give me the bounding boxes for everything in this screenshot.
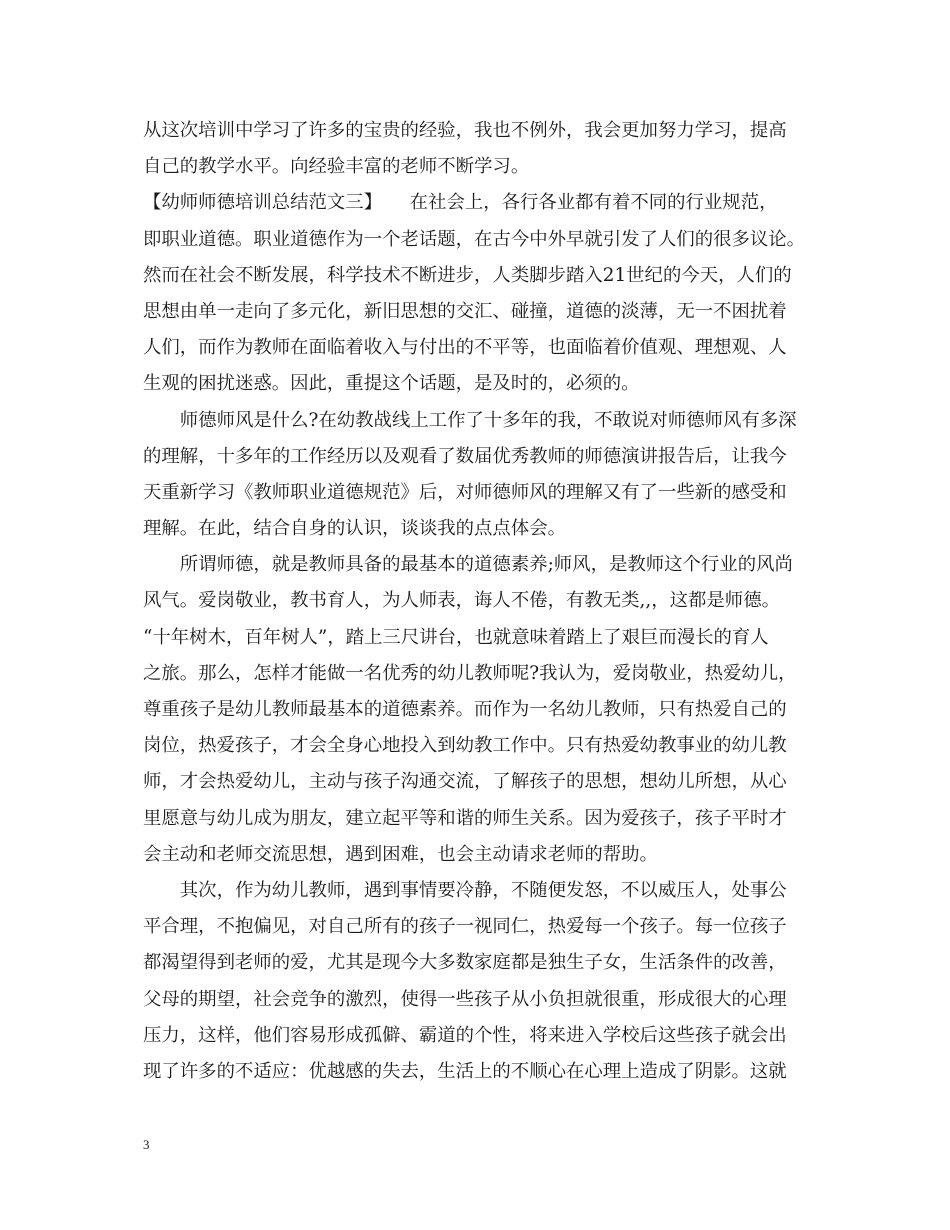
text-line: 风气。爱岗敬业，教书育人，为人师表，诲人不倦，有教无类,,，这都是师德。 — [143, 590, 780, 612]
text-line: 师，才会热爱幼儿，主动与孩子沟通交流，了解孩子的思想，想幼儿所想，从心 — [143, 771, 787, 793]
text-line: 都渴望得到老师的爱，尤其是现今大多数家庭都是独生子女，生活条件的改善， — [143, 952, 787, 974]
text-line: 父母的期望，社会竞争的激烈，使得一些孩子从小负担就很重，形成很大的心理 — [143, 988, 787, 1010]
text-line: 天重新学习《教师职业道德规范》后，对师德师风的理解又有了一些新的感受和 — [143, 481, 787, 503]
text-line: 里愿意与幼儿成为朋友，建立起平等和谐的师生关系。因为爱孩子，孩子平时才 — [143, 807, 787, 829]
text-line: 理解。在此，结合自身的认识，谈谈我的点点体会。 — [143, 518, 566, 540]
text-line: 的理解，十多年的工作经历以及观看了数届优秀教师的师德演讲报告后，让我今 — [143, 445, 787, 467]
text-line: 师德师风是什么?在幼教战线上工作了十多年的我，不敢说对师德师风有多深 — [143, 409, 797, 431]
text-line: 思想由单一走向了多元化，新旧思想的交汇、碰撞，道德的淡薄，无一不困扰着 — [143, 300, 787, 322]
text-line: 其次，作为幼儿教师，遇到事情要冷静，不随便发怒，不以威压人，处事公 — [143, 879, 787, 901]
text-line: 所谓师德，就是教师具备的最基本的道德素养;师风，是教师这个行业的风尚 — [143, 554, 793, 576]
text-line: 之旅。那么，怎样才能做一名优秀的幼儿教师呢?我认为，爱岗敬业，热爱幼儿， — [143, 662, 797, 684]
page-number: 3 — [143, 1137, 150, 1152]
text-line: 人们，而作为教师在面临着收入与付出的不平等，也面临着价值观、理想观、人 — [143, 337, 787, 359]
text-line: 会主动和老师交流思想，遇到困难，也会主动请求老师的帮助。 — [143, 843, 658, 865]
text-line: 尊重孩子是幼儿教师最基本的道德素养。而作为一名幼儿教师，只有热爱自己的 — [143, 699, 787, 720]
text-line: 即职业道德。职业道德作为一个老话题，在古今中外早就引发了人们的很多议论。 — [143, 228, 806, 250]
text-line: 现了许多的不适应：优越感的失去，生活上的不顺心在心理上造成了阴影。这就 — [143, 1060, 787, 1082]
text-line: 压力，这样，他们容易形成孤僻、霸道的个性，将来进入学校后这些孩子就会出 — [143, 1024, 787, 1046]
text-line: 【幼师师德培训总结范文三】 在社会上，各行各业都有着不同的行业规范， — [143, 192, 778, 214]
text-line: 从这次培训中学习了许多的宝贵的经验，我也不例外，我会更加努力学习，提高 — [143, 120, 787, 141]
text-line: 然而在社会不断发展，科学技术不断进步，人类脚步踏入21世纪的今天，人们的 — [143, 264, 792, 286]
text-line: 自己的教学水平。向经验丰富的老师不断学习。 — [143, 156, 530, 178]
text-line: 岗位，热爱孩子，才会全身心地投入到幼教工作中。只有热爱幼教事业的幼儿教 — [143, 735, 787, 757]
text-line: “十年树木，百年树人”，踏上三尺讲台，也就意味着踏上了艰巨而漫长的育人 — [143, 626, 769, 648]
text-line: 生观的困扰迷惑。因此，重提这个话题，是及时的，必须的。 — [143, 373, 640, 395]
body-text — [143, 113, 813, 1090]
text-line: 平合理，不抱偏见，对自己所有的孩子一视同仁，热爱每一个孩子。每一位孩子 — [143, 916, 787, 938]
